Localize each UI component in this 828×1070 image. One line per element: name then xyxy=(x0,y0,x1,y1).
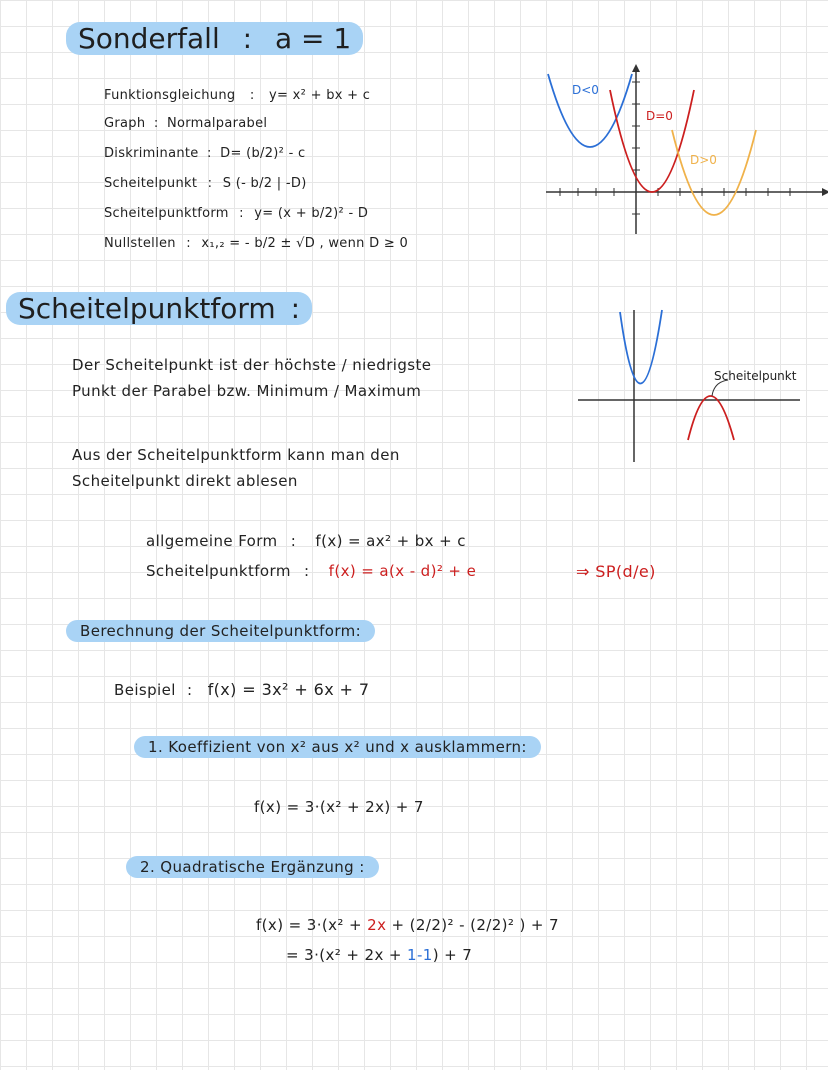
parabola-d-positive xyxy=(672,130,756,215)
list-item xyxy=(104,116,267,131)
step2-line2-highlight: 1-1 xyxy=(407,946,433,964)
item-label: Nullstellen xyxy=(104,236,176,251)
step1-heading: 1. Koeffizient von x² aus x² und x ausklammern: xyxy=(134,736,541,758)
scheitelpunktform-colon: : xyxy=(290,292,300,325)
item-value: y= x² + bx + c xyxy=(269,88,371,103)
vertex-form-row xyxy=(146,562,476,580)
berechnung-heading: Berechnung der Scheitelpunktform: xyxy=(66,620,375,642)
parabola-maximum xyxy=(688,396,734,440)
discriminant-graph xyxy=(540,60,828,240)
label-d-positive: D>0 xyxy=(690,153,717,167)
item-label: Scheitelpunktform xyxy=(104,206,229,221)
general-form-sep: : xyxy=(290,532,297,550)
beispiel-sep: : xyxy=(186,681,193,699)
step2-line2-end: ) + 7 xyxy=(432,946,473,964)
item-sep: : xyxy=(153,116,159,131)
sonderfall-condition: a = 1 xyxy=(275,22,352,55)
general-form-row xyxy=(146,532,466,550)
x-axis-arrow xyxy=(822,188,828,196)
vertex-definition-line: Der Scheitelpunkt ist der höchste / niedrigste xyxy=(72,356,432,374)
step2-line1-end: + (2/2)² - (2/2)² ) + 7 xyxy=(386,916,559,934)
beispiel-label: Beispiel xyxy=(114,681,176,699)
list-item xyxy=(104,206,368,221)
step2-line1 xyxy=(256,916,559,934)
vertex-readout-text xyxy=(72,442,400,494)
y-axis-arrow xyxy=(632,64,640,72)
vertex-label: Scheitelpunkt xyxy=(714,369,797,383)
scheitelpunktform-title: Scheitelpunktform xyxy=(18,292,276,325)
step2-line2 xyxy=(286,946,472,964)
item-label: Diskriminante xyxy=(104,146,199,161)
vertex-readout-line: Scheitelpunkt direkt ablesen xyxy=(72,472,298,490)
item-value: x₁,₂ = - b/2 ± √D , wenn D ≥ 0 xyxy=(201,236,409,251)
item-label: Scheitelpunkt xyxy=(104,176,198,191)
list-item xyxy=(104,176,307,191)
item-sep: : xyxy=(207,176,213,191)
general-form-formula: f(x) = ax² + bx + c xyxy=(315,532,466,550)
beispiel-row xyxy=(114,680,369,699)
step2-line1-highlight: 2x xyxy=(367,916,387,934)
parabola-minimum xyxy=(620,310,662,384)
item-sep: : xyxy=(239,206,244,221)
item-sep: : xyxy=(249,88,255,103)
item-value: y= (x + b/2)² - D xyxy=(254,206,369,221)
item-label: Funktionsgleichung xyxy=(104,88,236,103)
sp-result: ⇒ SP(d/e) xyxy=(576,562,656,581)
item-value: S (- b/2 | -D) xyxy=(222,176,307,191)
list-item xyxy=(104,236,408,251)
vertex-form-formula: f(x) = a(x - d)² + e xyxy=(328,562,477,580)
sonderfall-colon: : xyxy=(242,22,253,55)
sonderfall-title: Sonderfall xyxy=(78,22,220,55)
step2-line2-start: = 3·(x² + 2x + xyxy=(286,946,408,964)
list-item xyxy=(104,146,305,161)
vertex-form-sep: : xyxy=(304,562,310,580)
scheitelpunktform-heading xyxy=(6,292,312,325)
item-sep: : xyxy=(207,146,212,161)
beispiel-formula: f(x) = 3x² + 6x + 7 xyxy=(207,680,370,699)
step1-formula: f(x) = 3·(x² + 2x) + 7 xyxy=(254,798,424,816)
label-d-zero: D=0 xyxy=(646,109,673,123)
sonderfall-heading xyxy=(66,22,363,55)
list-item xyxy=(104,88,370,103)
item-label: Graph xyxy=(104,116,146,131)
item-sep: : xyxy=(186,236,191,251)
item-value: D= (b/2)² - c xyxy=(220,146,306,161)
vertex-definition-line: Punkt der Parabel bzw. Minimum / Maximum xyxy=(72,382,422,400)
vertex-form-label: Scheitelpunktform xyxy=(146,562,291,580)
vertex-readout-line: Aus der Scheitelpunktform kann man den xyxy=(72,446,400,464)
general-form-label: allgemeine Form xyxy=(146,532,278,550)
item-value: Normalparabel xyxy=(166,116,268,131)
step2-heading: 2. Quadratische Ergänzung : xyxy=(126,856,379,878)
step2-line1-start: f(x) = 3·(x² + xyxy=(256,916,368,934)
vertex-graph xyxy=(578,306,828,466)
vertex-definition xyxy=(72,352,431,404)
label-d-negative: D<0 xyxy=(572,83,599,97)
